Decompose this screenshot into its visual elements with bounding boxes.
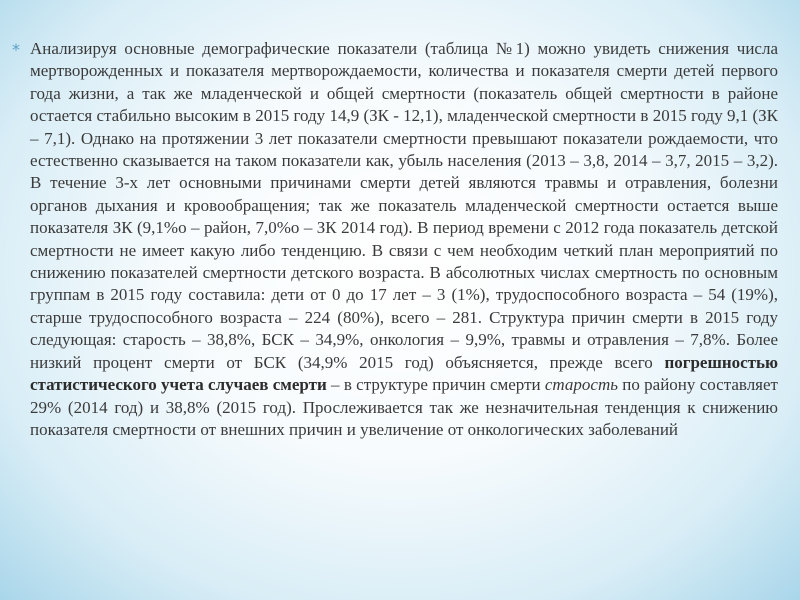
- paragraph-italic-word: старость: [544, 375, 618, 395]
- paragraph-text-part1: Анализируя основные демографические показатели (таблица №1) можно увидеть снижения числа мертворожденных и показателя мертворождаемости, количества и показателя смерти детей первого года жизни, а так же младенческой и общей смертности (показатель общей смертности в районе остается стабильно высоким в 2015 году 14,9 (ЗК - 12,1), младенческой смертности в 2015 году 9,1 (ЗК – 7,1). Однако на протяжении 3 лет показатели смертности превышают показатели рождаемости, что естественно сказывается на таком показатели как, убыль населения (2013 – 3,8, 2014 – 3,7, 2015 – 3,2). В течение 3-х лет основными причинами смерти детей являются травмы и отравления, болезни органов дыхания и кровообращения; так же показатель младенческой смертности остается выше показателя ЗК (9,1%о – район, 7,0%о – ЗК 2014 год). В период времени с 2012 года показатель детской смертности не имеет какую либо тенденцию. В связи с чем необходим четкий план мероприятий по снижению показателей смертности детского возраста. В абсолютных числах смертность по основным группам в 2015 году составила: дети от 0 до 17 лет – 3 (1%), трудоспособного возраста – 54 (19%), старше трудоспособного возраста – 224 (80%), всего – 281. Структура причин смерти в 2015 году следующая: старость – 38,8%, БСК – 34,9%, онкология – 9,9%, травмы и отравления – 7,8%. Более низкий процент смерти от БСК (34,9% 2015 год) объясняется, прежде всего: [30, 39, 778, 372]
- slide-content: [12, 38, 778, 441]
- paragraph-text-part3: по району составляет 29% (2014 год) и 38,8% (2015 год). Прослеживается так же незначительная тенденция к снижению показателя смертности от внешних причин и увеличение от онкологических заболеваний: [30, 375, 778, 439]
- paragraph-bold-phrase: погрешностью статистического учета случаев смерти: [30, 352, 778, 395]
- body-paragraph: [30, 38, 778, 441]
- bullet-icon: *: [12, 40, 20, 59]
- paragraph-text-part2: – в структуре причин смерти: [326, 375, 545, 395]
